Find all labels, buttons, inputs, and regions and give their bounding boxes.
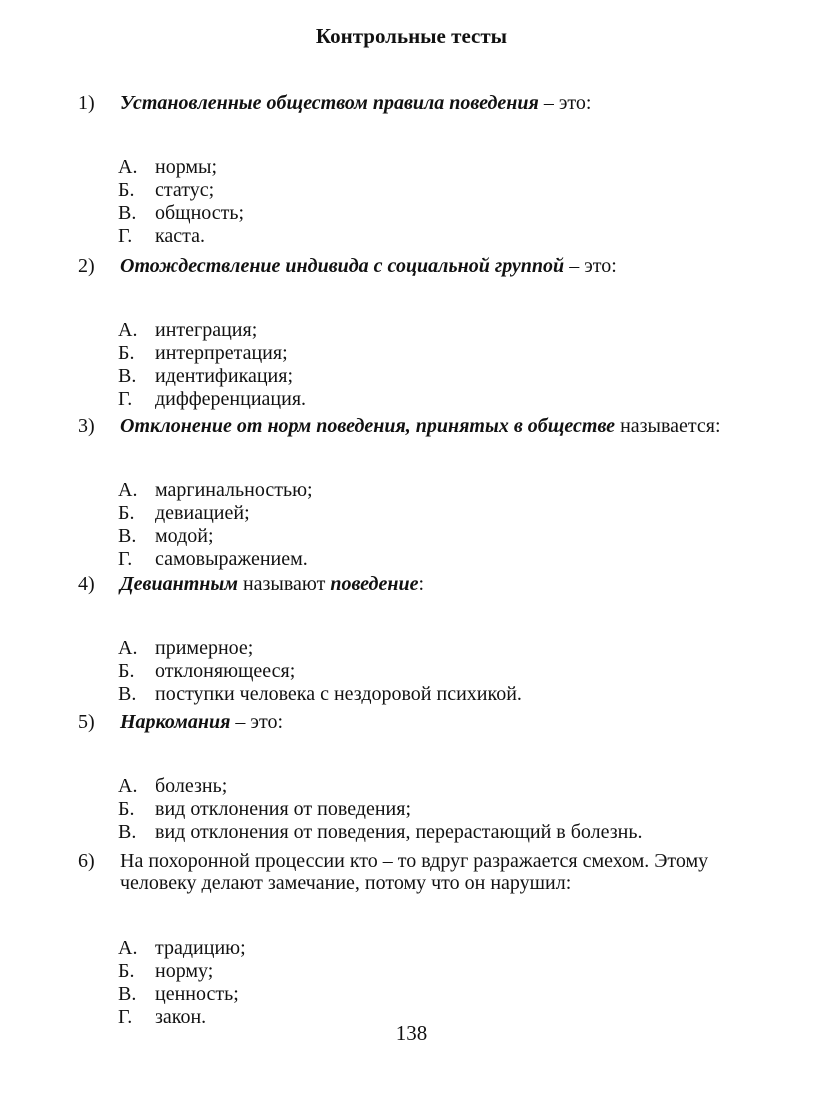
option-letter: Б. (118, 179, 135, 201)
option-letter: А. (118, 319, 138, 341)
option-letter: В. (118, 683, 137, 705)
option-letter: А. (118, 937, 138, 959)
question-line (0, 872, 823, 894)
answer-option (0, 937, 823, 960)
question-plain: – это: (230, 711, 284, 733)
question-text (120, 872, 571, 894)
option-letter: Г. (118, 388, 133, 410)
question-emphasis: Отклонение от норм поведения, принятых в обществе (120, 415, 616, 437)
question-1 (0, 92, 823, 248)
answer-options (0, 319, 823, 411)
option-letter: А. (118, 156, 138, 178)
option-text: интерпретация; (155, 342, 288, 364)
question-plain: – это: (564, 255, 617, 277)
answer-option (0, 960, 823, 983)
option-text: ценность; (155, 983, 239, 1005)
answer-option (0, 502, 823, 525)
question-number: 2) (78, 255, 95, 277)
question-number: 5) (78, 711, 95, 733)
option-text: поступки человека с нездоровой психикой. (155, 683, 522, 705)
option-text: нормы; (155, 156, 218, 178)
option-text: статус; (155, 179, 215, 201)
answer-option (0, 798, 823, 821)
answer-option (0, 548, 823, 571)
option-letter: Г. (118, 225, 133, 247)
option-letter: А. (118, 775, 138, 797)
answer-option (0, 775, 823, 798)
question-5 (0, 711, 823, 844)
page-number: 138 (395, 1021, 428, 1045)
question-text (120, 92, 591, 114)
question-plain: На похоронной процессии кто – то вдруг разражается смехом. Этому (120, 850, 709, 872)
question-line (0, 92, 823, 114)
option-letter: Б. (118, 502, 135, 524)
question-emphasis: Наркомания (120, 711, 231, 733)
question-text (120, 255, 617, 277)
question-plain: человеку делают замечание, потому что он нарушил: (120, 872, 572, 894)
answer-option (0, 156, 823, 179)
question-number: 4) (78, 573, 95, 595)
question-number: 3) (78, 415, 95, 437)
answer-options (0, 937, 823, 1029)
option-text: норму; (155, 960, 214, 982)
option-letter: В. (118, 202, 137, 224)
option-text: маргинальностью; (155, 479, 313, 501)
answer-option (0, 525, 823, 548)
question-line (0, 850, 823, 872)
answer-option (0, 983, 823, 1006)
question-text (120, 415, 721, 437)
option-letter: Г. (118, 1006, 133, 1028)
answer-option (0, 319, 823, 342)
option-text: модой; (155, 525, 214, 547)
option-letter: В. (118, 983, 137, 1005)
question-text (120, 573, 424, 595)
option-letter: Б. (118, 960, 135, 982)
question-number: 6) (78, 850, 95, 872)
question-4 (0, 573, 823, 706)
question-text (120, 850, 708, 872)
option-text: девиацией; (155, 502, 250, 524)
answer-option (0, 821, 823, 844)
option-text: дифференциация. (155, 388, 307, 410)
answer-option (0, 365, 823, 388)
answer-options (0, 637, 823, 706)
option-text: общность; (155, 202, 245, 224)
option-text: вид отклонения от поведения, перерастающий в болезнь. (155, 821, 643, 843)
answer-option (0, 225, 823, 248)
answer-option (0, 179, 823, 202)
option-text: закон. (155, 1006, 207, 1028)
question-plain: – это: (538, 92, 592, 114)
option-text: каста. (155, 225, 206, 247)
question-line (0, 255, 823, 277)
option-letter: А. (118, 479, 138, 501)
option-letter: Б. (118, 660, 135, 682)
option-text: самовыражением. (155, 548, 308, 570)
question-emphasis: Девиантным (120, 573, 238, 595)
option-text: болезнь; (155, 775, 228, 797)
option-text: отклоняющееся; (155, 660, 296, 682)
option-text: примерное; (155, 637, 254, 659)
answer-option (0, 342, 823, 365)
question-emphasis: Установленные обществом правила поведения (120, 92, 539, 114)
page-title: Контрольные тесты (315, 24, 508, 48)
answer-option (0, 479, 823, 502)
question-line (0, 711, 823, 733)
option-letter: Г. (118, 548, 133, 570)
answer-option (0, 660, 823, 683)
question-plain: называют (237, 573, 331, 595)
answer-options (0, 775, 823, 844)
option-letter: Б. (118, 798, 135, 820)
answer-options (0, 156, 823, 248)
option-text: традицию; (155, 937, 246, 959)
question-emphasis: поведение (330, 573, 419, 595)
answer-option (0, 637, 823, 660)
option-letter: А. (118, 637, 138, 659)
option-letter: В. (118, 821, 137, 843)
answer-options (0, 479, 823, 571)
question-6 (0, 850, 823, 1029)
option-letter: В. (118, 365, 137, 387)
option-letter: Б. (118, 342, 135, 364)
question-plain: : (418, 573, 425, 595)
question-emphasis: Отождествление индивида с социальной группой (120, 255, 565, 277)
question-number: 1) (78, 92, 95, 114)
option-text: вид отклонения от поведения; (155, 798, 412, 820)
answer-option (0, 388, 823, 411)
question-3 (0, 415, 823, 571)
option-text: идентификация; (155, 365, 294, 387)
question-2 (0, 255, 823, 411)
option-text: интеграция; (155, 319, 258, 341)
answer-option (0, 683, 823, 706)
option-letter: В. (118, 525, 137, 547)
question-plain: называется: (615, 415, 721, 437)
question-text (120, 711, 283, 733)
answer-option (0, 202, 823, 225)
question-line (0, 573, 823, 595)
question-line (0, 415, 823, 437)
